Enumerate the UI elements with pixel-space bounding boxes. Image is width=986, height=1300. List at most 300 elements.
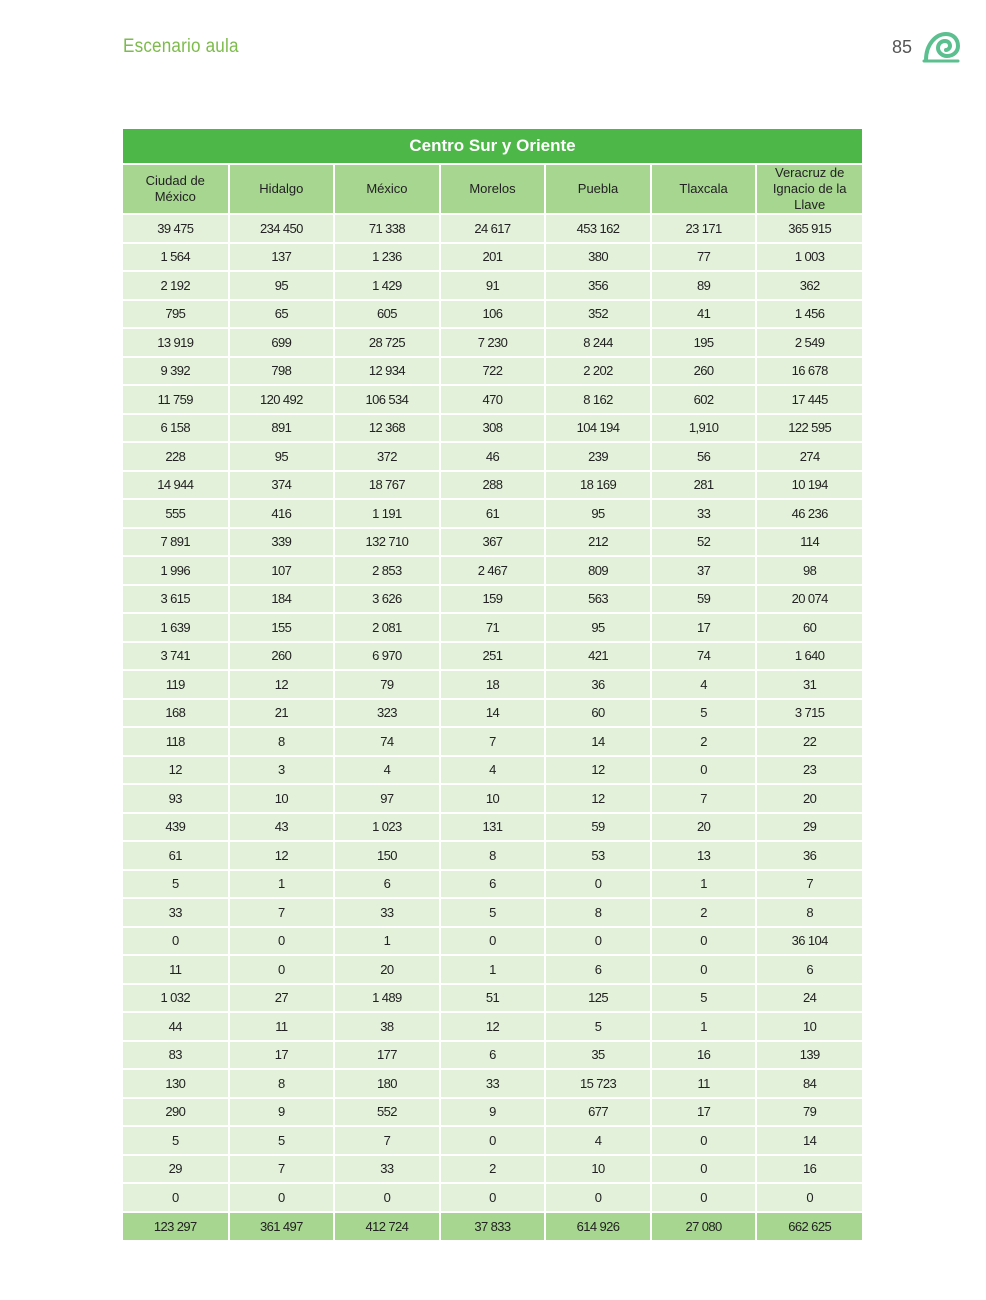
- table-cell: 6: [440, 870, 546, 899]
- table-row: [123, 271, 862, 300]
- table-cell: 0: [229, 927, 335, 956]
- table-cell: 139: [756, 1041, 862, 1070]
- table-cell: 77: [651, 243, 757, 272]
- table-cell: 5: [440, 898, 546, 927]
- column-header: Puebla: [545, 164, 651, 214]
- table-row: [123, 699, 862, 728]
- table-cell: 51: [440, 984, 546, 1013]
- table-cell: 29: [756, 813, 862, 842]
- table-cell: 46 236: [756, 499, 862, 528]
- column-header: Hidalgo: [229, 164, 335, 214]
- table-row: [123, 955, 862, 984]
- table-cell: 228: [123, 442, 229, 471]
- table-cell: 7 891: [123, 528, 229, 557]
- table-cell: 722: [440, 357, 546, 386]
- table-cell: 29: [123, 1155, 229, 1184]
- table-cell: 84: [756, 1069, 862, 1098]
- table-row: [123, 214, 862, 243]
- table-cell: 1: [229, 870, 335, 899]
- table-cell: 91: [440, 271, 546, 300]
- total-cell: 123 297: [123, 1212, 229, 1240]
- table-cell: 563: [545, 585, 651, 614]
- table-cell: 0: [651, 955, 757, 984]
- table-cell: 605: [334, 300, 440, 329]
- table-cell: 13: [651, 841, 757, 870]
- table-row: [123, 471, 862, 500]
- table-cell: 8: [756, 898, 862, 927]
- table-cell: 11: [229, 1012, 335, 1041]
- table-cell: 195: [651, 328, 757, 357]
- table-cell: 24: [756, 984, 862, 1013]
- table-row: [123, 670, 862, 699]
- data-table: [123, 129, 862, 1240]
- total-cell: 37 833: [440, 1212, 546, 1240]
- table-cell: 0: [440, 1126, 546, 1155]
- table-cell: 798: [229, 357, 335, 386]
- table-cell: 27: [229, 984, 335, 1013]
- table-cell: 52: [651, 528, 757, 557]
- table-cell: 281: [651, 471, 757, 500]
- total-cell: 27 080: [651, 1212, 757, 1240]
- table-cell: 155: [229, 613, 335, 642]
- table-cell: 274: [756, 442, 862, 471]
- table-cell: 4: [651, 670, 757, 699]
- table-cell: 177: [334, 1041, 440, 1070]
- table-row: [123, 585, 862, 614]
- table-cell: 17: [651, 613, 757, 642]
- table-cell: 36: [756, 841, 862, 870]
- table-row: [123, 1098, 862, 1127]
- table-cell: 0: [440, 927, 546, 956]
- table-cell: 31: [756, 670, 862, 699]
- table-cell: 11 759: [123, 385, 229, 414]
- table-cell: 59: [545, 813, 651, 842]
- table-cell: 1: [651, 870, 757, 899]
- table-cell: 60: [756, 613, 862, 642]
- table-cell: 2: [651, 727, 757, 756]
- column-header: Veracruz de Ignacio de la Llave: [756, 164, 862, 214]
- table-cell: 95: [229, 442, 335, 471]
- table-cell: 28 725: [334, 328, 440, 357]
- table-cell: 0: [651, 1155, 757, 1184]
- table-cell: 60: [545, 699, 651, 728]
- table-cell: 131: [440, 813, 546, 842]
- table-cell: 12: [123, 756, 229, 785]
- table-cell: 323: [334, 699, 440, 728]
- table-cell: 95: [545, 499, 651, 528]
- table-cell: 16: [756, 1155, 862, 1184]
- table-cell: 2 467: [440, 556, 546, 585]
- table-cell: 33: [651, 499, 757, 528]
- table-cell: 37: [651, 556, 757, 585]
- table-cell: 83: [123, 1041, 229, 1070]
- table-cell: 809: [545, 556, 651, 585]
- table-row: [123, 499, 862, 528]
- table-cell: 0: [651, 1183, 757, 1212]
- table-cell: 21: [229, 699, 335, 728]
- table-cell: 9: [229, 1098, 335, 1127]
- table-cell: 795: [123, 300, 229, 329]
- table-cell: 41: [651, 300, 757, 329]
- table-cell: 10: [756, 1012, 862, 1041]
- table-cell: 1 640: [756, 642, 862, 671]
- table-cell: 79: [334, 670, 440, 699]
- table-cell: 184: [229, 585, 335, 614]
- table-cell: 6 970: [334, 642, 440, 671]
- table-cell: 180: [334, 1069, 440, 1098]
- table-cell: 14: [545, 727, 651, 756]
- table-cell: 5: [545, 1012, 651, 1041]
- table-cell: 20: [651, 813, 757, 842]
- table-cell: 416: [229, 499, 335, 528]
- table-cell: 12: [229, 670, 335, 699]
- table-cell: 33: [334, 898, 440, 927]
- table-cell: 5: [229, 1126, 335, 1155]
- table-cell: 1 429: [334, 271, 440, 300]
- table-cell: 79: [756, 1098, 862, 1127]
- table-cell: 18 169: [545, 471, 651, 500]
- table-cell: 602: [651, 385, 757, 414]
- table-cell: 260: [229, 642, 335, 671]
- table-cell: 36: [545, 670, 651, 699]
- table-cell: 1 456: [756, 300, 862, 329]
- table-cell: 98: [756, 556, 862, 585]
- table-cell: 6: [756, 955, 862, 984]
- table-title: Centro Sur y Oriente: [123, 129, 862, 164]
- table-cell: 7: [229, 898, 335, 927]
- table-cell: 95: [545, 613, 651, 642]
- table-cell: 20 074: [756, 585, 862, 614]
- table-cell: 168: [123, 699, 229, 728]
- table-cell: 4: [545, 1126, 651, 1155]
- table-cell: 10: [440, 784, 546, 813]
- table-cell: 2 853: [334, 556, 440, 585]
- table-row: [123, 528, 862, 557]
- column-header: México: [334, 164, 440, 214]
- table-cell: 1 639: [123, 613, 229, 642]
- table-cell: 89: [651, 271, 757, 300]
- table-cell: 33: [440, 1069, 546, 1098]
- table-cell: 11: [651, 1069, 757, 1098]
- table-row: [123, 613, 862, 642]
- table-cell: 59: [651, 585, 757, 614]
- totals-row: [123, 1212, 862, 1240]
- table-cell: 212: [545, 528, 651, 557]
- table-cell: 20: [334, 955, 440, 984]
- table-cell: 7: [229, 1155, 335, 1184]
- table-cell: 1 236: [334, 243, 440, 272]
- table-cell: 33: [123, 898, 229, 927]
- table-cell: 1 489: [334, 984, 440, 1013]
- table-cell: 120 492: [229, 385, 335, 414]
- table-row: [123, 1155, 862, 1184]
- table-row: [123, 1069, 862, 1098]
- table-cell: 16: [651, 1041, 757, 1070]
- table-cell: 122 595: [756, 414, 862, 443]
- table-cell: 3 615: [123, 585, 229, 614]
- column-header: Tlaxcala: [651, 164, 757, 214]
- table-row: [123, 813, 862, 842]
- table-cell: 1,910: [651, 414, 757, 443]
- table-cell: 114: [756, 528, 862, 557]
- snail-shell-icon: [922, 30, 960, 64]
- table-cell: 1 032: [123, 984, 229, 1013]
- table-cell: 159: [440, 585, 546, 614]
- table-cell: 339: [229, 528, 335, 557]
- table-cell: 380: [545, 243, 651, 272]
- table-cell: 8: [440, 841, 546, 870]
- table-cell: 14: [756, 1126, 862, 1155]
- table-cell: 1 191: [334, 499, 440, 528]
- table-cell: 3 741: [123, 642, 229, 671]
- table-cell: 453 162: [545, 214, 651, 243]
- table-cell: 74: [651, 642, 757, 671]
- table-cell: 24 617: [440, 214, 546, 243]
- table-cell: 33: [334, 1155, 440, 1184]
- table-cell: 4: [334, 756, 440, 785]
- table-cell: 12 934: [334, 357, 440, 386]
- table-cell: 56: [651, 442, 757, 471]
- table-row: [123, 1012, 862, 1041]
- table-cell: 17: [651, 1098, 757, 1127]
- table-cell: 0: [123, 927, 229, 956]
- table-cell: 106: [440, 300, 546, 329]
- table-cell: 288: [440, 471, 546, 500]
- table-cell: 106 534: [334, 385, 440, 414]
- table-cell: 23 171: [651, 214, 757, 243]
- table-cell: 699: [229, 328, 335, 357]
- table-cell: 0: [440, 1183, 546, 1212]
- table-row: [123, 727, 862, 756]
- table-cell: 251: [440, 642, 546, 671]
- page-number: 85: [891, 37, 912, 57]
- table-cell: 107: [229, 556, 335, 585]
- table-cell: 260: [651, 357, 757, 386]
- table-cell: 2: [651, 898, 757, 927]
- table-cell: 18: [440, 670, 546, 699]
- table-cell: 14 944: [123, 471, 229, 500]
- total-cell: 614 926: [545, 1212, 651, 1240]
- table-cell: 1 996: [123, 556, 229, 585]
- table-cell: 3 626: [334, 585, 440, 614]
- table-row: [123, 300, 862, 329]
- table-cell: 12: [545, 784, 651, 813]
- table-cell: 421: [545, 642, 651, 671]
- table-cell: 71 338: [334, 214, 440, 243]
- table-cell: 7: [756, 870, 862, 899]
- table-cell: 8: [229, 1069, 335, 1098]
- table-cell: 2 202: [545, 357, 651, 386]
- table-cell: 104 194: [545, 414, 651, 443]
- table-cell: 137: [229, 243, 335, 272]
- table-cell: 150: [334, 841, 440, 870]
- table-cell: 0: [545, 1183, 651, 1212]
- table-cell: 17 445: [756, 385, 862, 414]
- table-cell: 439: [123, 813, 229, 842]
- table-cell: 12: [229, 841, 335, 870]
- table-cell: 6 158: [123, 414, 229, 443]
- table-row: [123, 556, 862, 585]
- table-cell: 367: [440, 528, 546, 557]
- table-cell: 8: [229, 727, 335, 756]
- table-row: [123, 328, 862, 357]
- table-cell: 18 767: [334, 471, 440, 500]
- table-cell: 1 564: [123, 243, 229, 272]
- table-cell: 239: [545, 442, 651, 471]
- table-cell: 17: [229, 1041, 335, 1070]
- table-cell: 2 192: [123, 271, 229, 300]
- table-cell: 0: [123, 1183, 229, 1212]
- table-cell: 7: [440, 727, 546, 756]
- table-cell: 71: [440, 613, 546, 642]
- table-cell: 74: [334, 727, 440, 756]
- column-header-row: [123, 164, 862, 214]
- table-cell: 0: [756, 1183, 862, 1212]
- table-cell: 201: [440, 243, 546, 272]
- table-cell: 3 715: [756, 699, 862, 728]
- table-cell: 7: [334, 1126, 440, 1155]
- table-cell: 5: [651, 984, 757, 1013]
- table-cell: 2 081: [334, 613, 440, 642]
- table-cell: 36 104: [756, 927, 862, 956]
- table-row: [123, 414, 862, 443]
- table-cell: 65: [229, 300, 335, 329]
- table-body: [123, 214, 862, 1212]
- table-cell: 43: [229, 813, 335, 842]
- table-cell: 234 450: [229, 214, 335, 243]
- table-cell: 10 194: [756, 471, 862, 500]
- table-cell: 16 678: [756, 357, 862, 386]
- table-cell: 5: [651, 699, 757, 728]
- table-cell: 365 915: [756, 214, 862, 243]
- table-cell: 9: [440, 1098, 546, 1127]
- table-cell: 38: [334, 1012, 440, 1041]
- table-cell: 0: [651, 1126, 757, 1155]
- table-cell: 470: [440, 385, 546, 414]
- table-cell: 9 392: [123, 357, 229, 386]
- table-cell: 290: [123, 1098, 229, 1127]
- table-row: [123, 927, 862, 956]
- table-cell: 61: [123, 841, 229, 870]
- table-row: [123, 841, 862, 870]
- table-row: [123, 442, 862, 471]
- section-title: Escenario aula: [123, 36, 239, 57]
- table-cell: 308: [440, 414, 546, 443]
- table-cell: 8: [545, 898, 651, 927]
- table-cell: 22: [756, 727, 862, 756]
- table-cell: 352: [545, 300, 651, 329]
- table-cell: 39 475: [123, 214, 229, 243]
- table-cell: 12: [440, 1012, 546, 1041]
- table-cell: 0: [651, 927, 757, 956]
- table-cell: 14: [440, 699, 546, 728]
- table-cell: 10: [229, 784, 335, 813]
- table-cell: 7: [651, 784, 757, 813]
- table-cell: 8 244: [545, 328, 651, 357]
- total-cell: 662 625: [756, 1212, 862, 1240]
- table-cell: 374: [229, 471, 335, 500]
- table-cell: 0: [545, 870, 651, 899]
- table-cell: 97: [334, 784, 440, 813]
- table-cell: 5: [123, 1126, 229, 1155]
- table-row: [123, 870, 862, 899]
- table-cell: 15 723: [545, 1069, 651, 1098]
- table-cell: 130: [123, 1069, 229, 1098]
- table-cell: 372: [334, 442, 440, 471]
- table-cell: 53: [545, 841, 651, 870]
- table-cell: 12 368: [334, 414, 440, 443]
- table-cell: 61: [440, 499, 546, 528]
- table-row: [123, 1183, 862, 1212]
- table-cell: 44: [123, 1012, 229, 1041]
- table-cell: 5: [123, 870, 229, 899]
- column-header: Ciudad de México: [123, 164, 229, 214]
- table-row: [123, 784, 862, 813]
- table-cell: 93: [123, 784, 229, 813]
- table-row: [123, 898, 862, 927]
- table-cell: 1 023: [334, 813, 440, 842]
- table-row: [123, 385, 862, 414]
- table-cell: 3: [229, 756, 335, 785]
- table-cell: 2 549: [756, 328, 862, 357]
- table-cell: 11: [123, 955, 229, 984]
- table-cell: 1: [651, 1012, 757, 1041]
- table-cell: 20: [756, 784, 862, 813]
- table-cell: 552: [334, 1098, 440, 1127]
- table-cell: 0: [229, 955, 335, 984]
- table-cell: 2: [440, 1155, 546, 1184]
- table-cell: 6: [334, 870, 440, 899]
- table-cell: 118: [123, 727, 229, 756]
- table-cell: 0: [334, 1183, 440, 1212]
- table-cell: 13 919: [123, 328, 229, 357]
- table-cell: 891: [229, 414, 335, 443]
- table-cell: 7 230: [440, 328, 546, 357]
- table-cell: 1 003: [756, 243, 862, 272]
- table-row: [123, 243, 862, 272]
- table-cell: 6: [440, 1041, 546, 1070]
- table-cell: 6: [545, 955, 651, 984]
- table-cell: 1: [440, 955, 546, 984]
- column-header: Morelos: [440, 164, 546, 214]
- table-cell: 95: [229, 271, 335, 300]
- table-cell: 677: [545, 1098, 651, 1127]
- table-row: [123, 984, 862, 1013]
- table-cell: 46: [440, 442, 546, 471]
- table-cell: 0: [229, 1183, 335, 1212]
- table-cell: 119: [123, 670, 229, 699]
- table-cell: 356: [545, 271, 651, 300]
- table-cell: 125: [545, 984, 651, 1013]
- table-cell: 23: [756, 756, 862, 785]
- table-row: [123, 357, 862, 386]
- table-cell: 0: [651, 756, 757, 785]
- total-cell: 361 497: [229, 1212, 335, 1240]
- table-cell: 132 710: [334, 528, 440, 557]
- table-cell: 35: [545, 1041, 651, 1070]
- table-row: [123, 756, 862, 785]
- table-cell: 1: [334, 927, 440, 956]
- total-cell: 412 724: [334, 1212, 440, 1240]
- table-cell: 12: [545, 756, 651, 785]
- table-cell: 10: [545, 1155, 651, 1184]
- table-cell: 362: [756, 271, 862, 300]
- table-cell: 555: [123, 499, 229, 528]
- table-row: [123, 642, 862, 671]
- table-row: [123, 1041, 862, 1070]
- table-cell: 4: [440, 756, 546, 785]
- table-cell: 0: [545, 927, 651, 956]
